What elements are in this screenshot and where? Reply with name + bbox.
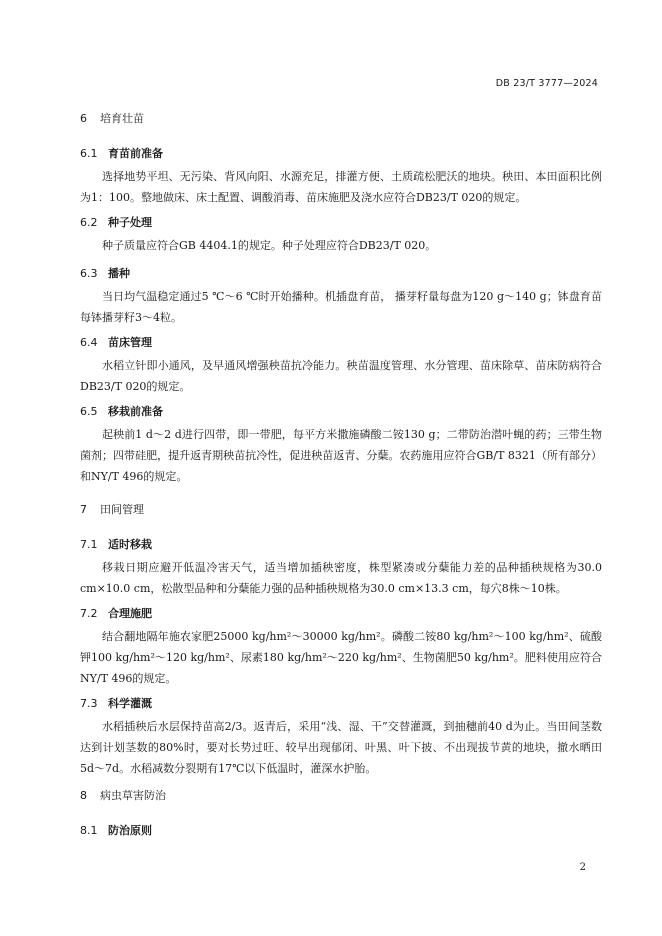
subsection-heading bbox=[80, 145, 602, 161]
paragraph: 选择地势平坦、无污染、背风向阳、水源充足，排灌方便、土质疏松肥沃的地块。秧田、本田面积比例为1：100。整地做床、床土配置、调酸消毒、苗床施肥及浇水应符合DB23/T 020的规定。 bbox=[80, 170, 602, 204]
subsection-number: 7.3 bbox=[80, 697, 98, 710]
section-heading bbox=[80, 501, 602, 517]
subsection-title: 苗床管理 bbox=[108, 336, 152, 349]
subsection-number: 6.1 bbox=[80, 147, 98, 160]
paragraph: 起秧前1 d～2 d进行四带，即一带肥，每平方米撒施磷酸二铵130 g；二带防治潜叶蝇的药；三带生物菌剂；四带硅肥，提升返青期秧苗抗冷性，促进秧苗返青、分蘖。农药施用应符合GB/T 8321（所有部分）和NY/T 496的规定。 bbox=[80, 428, 602, 483]
page-number: 2 bbox=[579, 862, 586, 873]
subsection-heading bbox=[80, 214, 602, 230]
paragraph: 移栽日期应避开低温冷害天气，适当增加插秧密度，株型紧凑或分蘖能力差的品种插秧规格为30.0 cm×10.0 cm，松散型品种和分蘖能力强的品种插秧规格为30.0 cm×13.3 cm，每穴8株～10株。 bbox=[80, 561, 602, 595]
section-title: 田间管理 bbox=[100, 503, 144, 516]
subsection-title: 育苗前准备 bbox=[108, 147, 163, 160]
paragraph: 种子质量应符合GB 4404.1的规定。种子处理应符合DB23/T 020。 bbox=[102, 239, 437, 252]
subsection-title: 播种 bbox=[108, 267, 130, 280]
subsection-heading bbox=[80, 822, 602, 838]
subsection-number: 6.3 bbox=[80, 267, 98, 280]
subsection-number: 7.1 bbox=[80, 538, 98, 551]
subsection-heading bbox=[80, 265, 602, 281]
subsection-heading bbox=[80, 334, 602, 350]
subsection-heading bbox=[80, 536, 602, 552]
standard-code: DB 23/T 3777—2024 bbox=[495, 78, 598, 89]
paragraph: 结合翻地隔年施农家肥25000 kg/hm²～30000 kg/hm²。磷酸二铵80 kg/hm²～100 kg/hm²、硫酸钾100 kg/hm²～120 kg/hm²、尿素180 kg/hm²～220 kg/hm²、生物菌肥50 kg/hm²。肥料使用应符合NY/T 496的规定。 bbox=[80, 630, 602, 685]
subsection-heading bbox=[80, 695, 602, 711]
subsection-title: 种子处理 bbox=[108, 216, 152, 229]
subsection-number: 8.1 bbox=[80, 824, 98, 837]
subsection-number: 6.4 bbox=[80, 336, 98, 349]
section-heading bbox=[80, 787, 602, 803]
paragraph: 水稻立针即小通风，及早通风增强秧苗抗冷能力。秧苗温度管理、水分管理、苗床除草、苗床防病符合DB23/T 020的规定。 bbox=[80, 359, 602, 393]
subsection-number: 6.5 bbox=[80, 405, 98, 418]
subsection-heading bbox=[80, 605, 602, 621]
subsection-title: 适时移栽 bbox=[108, 538, 152, 551]
paragraph: 当日均气温稳定通过5 ℃～6 ℃时开始播种。机插盘育苗， 播芽籽量每盘为120 g～140 g；钵盘育苗每钵播芽籽3～4粒。 bbox=[80, 290, 602, 324]
section-number: 7 bbox=[80, 503, 87, 516]
section-heading bbox=[80, 110, 602, 126]
section-number: 6 bbox=[80, 112, 87, 125]
subsection-number: 7.2 bbox=[80, 607, 98, 620]
subsection-heading bbox=[80, 403, 602, 419]
subsection-number: 6.2 bbox=[80, 216, 98, 229]
section-number: 8 bbox=[80, 789, 87, 802]
section-title: 培育壮苗 bbox=[100, 112, 144, 125]
section-title: 病虫草害防治 bbox=[100, 789, 166, 802]
subsection-title: 合理施肥 bbox=[108, 607, 152, 620]
subsection-title: 防治原则 bbox=[108, 824, 152, 837]
subsection-title: 科学灌溉 bbox=[108, 697, 152, 710]
paragraph: 水稻插秧后水层保持苗高2/3。返青后，采用“浅、湿、干”交替灌溉，到抽穗前40 d为止。当田间茎数达到计划茎数的80%时，要对长势过旺、较早出现郁闭、叶黑、叶下披、不出现拔节黄的地块，撤水晒田5d～7d。水稻减数分裂期有17℃以下低温时，灌深水护胎。 bbox=[80, 720, 602, 775]
subsection-title: 移栽前准备 bbox=[108, 405, 163, 418]
